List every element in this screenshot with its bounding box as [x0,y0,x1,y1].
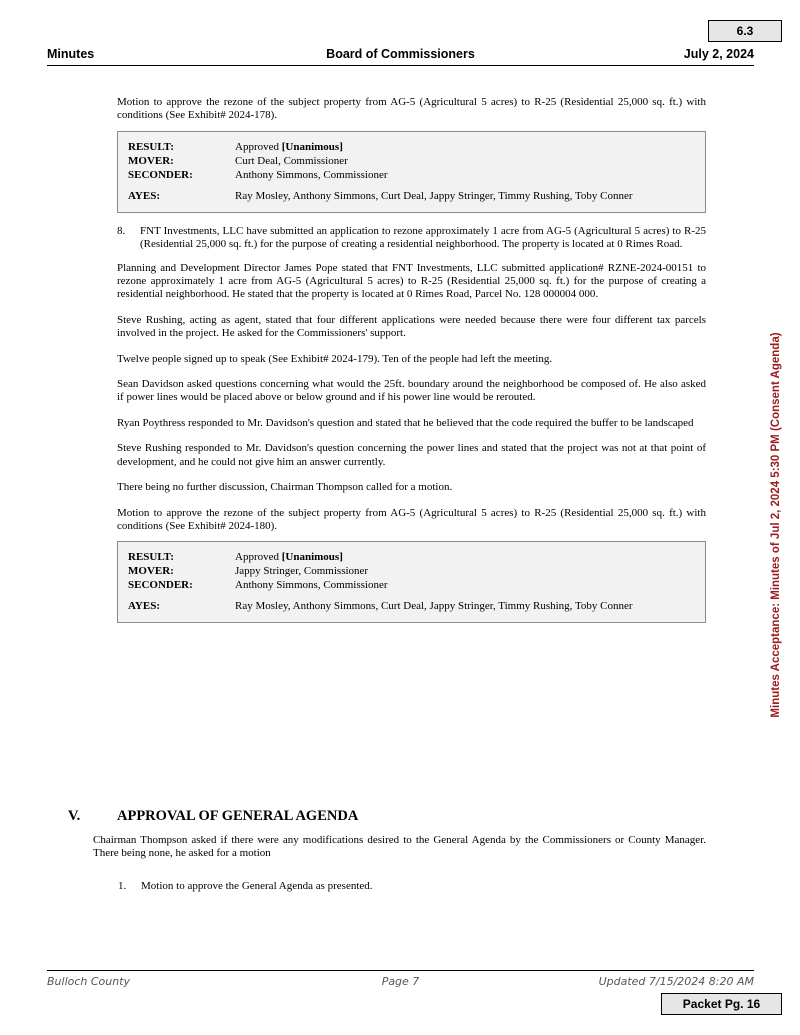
seconder-label: SECONDER: [128,579,193,592]
footer-updated: Updated 7/15/2024 8:20 AM [598,975,754,988]
header-left: Minutes [47,47,95,61]
mover-label: MOVER: [128,154,174,167]
side-label: Minutes Acceptance: Minutes of Jul 2, 2024 5:30 PM (Consent Agenda) [770,332,782,718]
ayes-value: Ray Mosley, Anthony Simmons, Curt Deal, Jappy Stringer, Timmy Rushing, Toby Conner [235,600,633,613]
main-content [117,96,706,635]
paragraph: Twelve people signed up to speak (See Exhibit# 2024-179). Ten of the people had left the meeting. [117,352,553,365]
mover-value: Jappy Stringer, Commissioner [235,565,369,578]
paragraph: Sean Davidson asked questions concerning what would the 25ft. boundary around the neighborhood be composed of. He also asked if power lines would be placed above or below ground and if his power line would be rerouted. [117,378,706,404]
vote-result-box-1 [117,131,706,213]
section-numeral: V. [68,808,81,824]
result-note: [Unanimous] [281,551,343,564]
ayes-label: AYES: [128,189,160,202]
paragraph: Steve Rushing, acting as agent, stated that four different applications were needed because there were four different tax parcels involved in the project. He asked for the Commissioners' support. [117,313,706,340]
result-status: Approved [235,140,279,153]
header-center: Board of Commissioners [326,47,475,61]
item-text: FNT Investments, LLC have submitted an application to rezone approximately 1 acre from AG-5 (Agricultural 5 acres) to R-25 (Residential 25,000 sq. ft.) for the purpose of creating a residential neighborhood. The property is located at 0 Rimes Road. [140,224,706,251]
seconder-value: Anthony Simmons, Commissioner [235,168,388,181]
result-note: [Unanimous] [281,140,343,153]
result-label: RESULT: [128,551,174,564]
seconder-value: Anthony Simmons, Commissioner [235,579,388,592]
section-title: APPROVAL OF GENERAL AGENDA [117,808,359,824]
motion-text-2: Motion to approve the rezone of the subject property from AG-5 (Agricultural 5 acres) to R-25 (Residential 25,000 sq. ft.) with conditions (See Exhibit# 2024-180). [117,506,706,532]
section-body: Chairman Thompson asked if there were any modifications desired to the General Agenda by the Commissioners or County Manager. There being none, he asked for a motion [93,834,706,860]
seconder-label: SECONDER: [128,168,193,181]
packet-page-number: Packet Pg. 16 [661,993,782,1015]
item-number: 8. [117,224,126,237]
ayes-label: AYES: [128,600,160,613]
result-status: Approved [235,551,279,564]
agenda-item-8 [117,225,706,252]
ayes-value: Ray Mosley, Anthony Simmons, Curt Deal, Jappy Stringer, Timmy Rushing, Toby Conner [235,189,633,202]
result-label: RESULT: [128,140,174,153]
motion-text-1: Motion to approve the rezone of the subject property from AG-5 (Agricultural 5 acres) to R-25 (Residential 25,000 sq. ft.) with conditions (See Exhibit# 2024-178). [117,96,706,122]
item-number: 1. [118,880,127,892]
item-text: Motion to approve the General Agenda as presented. [141,880,373,892]
general-agenda-item [118,880,373,892]
result-value [235,140,695,154]
paragraph: Steve Rushing responded to Mr. Davidson's question concerning the power lines and stated that the project was not at that point of development, and he could not give him an answer currently. [117,442,706,468]
mover-label: MOVER: [128,565,174,578]
vote-result-box-2 [117,541,706,623]
result-value [235,550,695,564]
page-footer [47,970,754,989]
page-header [47,47,754,66]
paragraph: Planning and Development Director James Pope stated that FNT Investments, LLC submitted application# RZNE-2024-00151 to rezone approximately 1 acre from AG-5 (Agricultural 5 acres) to R-25 (Residential 25,000 sq. ft.) for the purpose of creating a residential neighborhood. He stated that the property is located at 0 Rimes Road, Parcel No. 128 000004 000. [117,261,706,301]
paragraph: There being no further discussion, Chairman Thompson called for a motion. [117,481,453,494]
mover-value: Curt Deal, Commissioner [235,154,348,167]
section-heading [68,808,358,825]
footer-page: Page 7 [381,975,420,988]
footer-left: Bulloch County [47,975,131,988]
agenda-item-number: 6.3 [708,20,782,42]
paragraph: Ryan Poythress responded to Mr. Davidson's question and stated that he believed that the code required the buffer to be landscaped [117,416,694,429]
header-date: July 2, 2024 [683,47,754,61]
